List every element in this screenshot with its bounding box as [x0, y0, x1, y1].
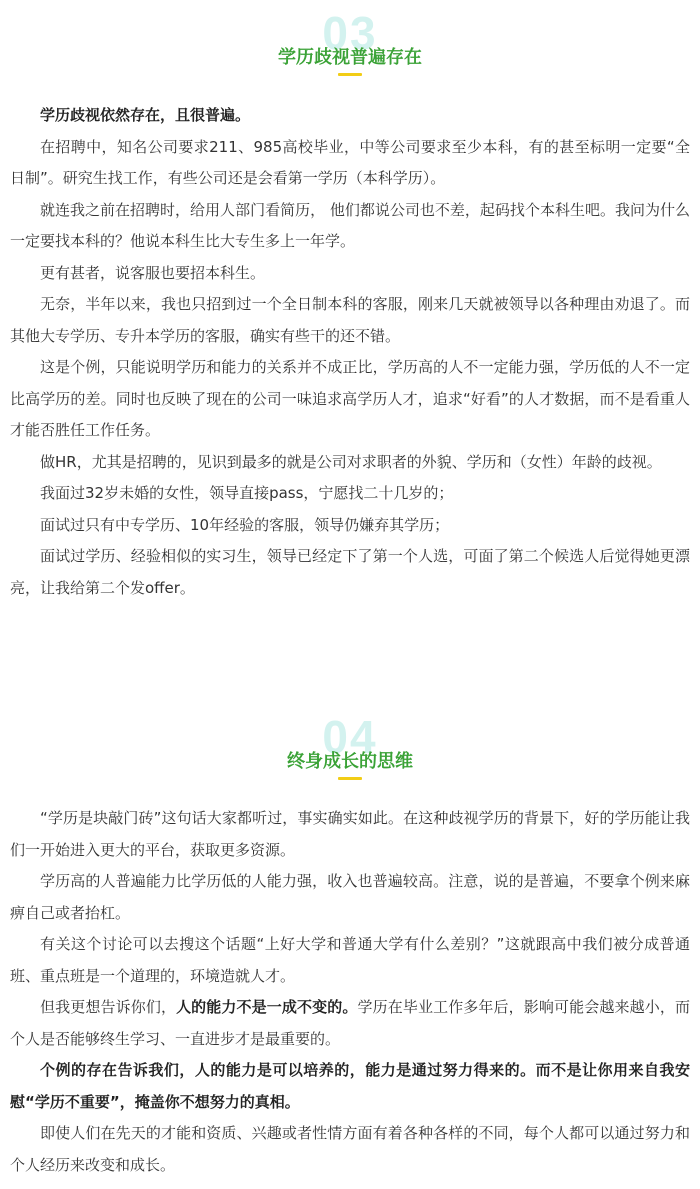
paragraph: 个例的存在告诉我们，人的能力是可以培养的，能力是通过努力得来的。而不是让你用来自我安慰“学历不重要”，掩盖你不想努力的真相。 [10, 1061, 690, 1111]
section-03-header [0, 7, 700, 100]
paragraph: 我面过32岁未婚的女性，领导直接pass，宁愿找二十几岁的； [40, 484, 454, 502]
paragraph-mixed [10, 992, 690, 1055]
paragraph: “学历是块敲门砖”这句话大家都听过，事实确实如此。在这种歧视学历的背景下，好的学历能让我们一开始进入更大的平台，获取更多资源。 [10, 809, 690, 859]
paragraph: 在招聘中，知名公司要求211、985高校毕业，中等公司要求至少本科，有的甚至标明一定要“全日制”。研究生找工作，有些公司还是会看第一学历（本科学历）。 [10, 137, 690, 187]
paragraph: 面试过只有中专学历、10年经验的客服，领导仍嫌弃其学历； [40, 515, 450, 534]
paragraph-bold-phrase: 人的能力不是一成不变的。 [176, 998, 358, 1016]
paragraph: 面试过学历、经验相似的实习生，领导已经定下了第一个人选，可面了第二个候选人后觉得她更漂亮，让我给第二个发offer。 [10, 547, 690, 597]
section-04-title-underline [338, 777, 362, 780]
paragraph-rest: 学历在毕业工作多年后，影响可能会越来越小，而个人是否能够终生学习、一直进步才是最重要的。 [10, 998, 690, 1048]
section-04-body [10, 803, 690, 1181]
section-03-title-underline [338, 73, 362, 76]
section-04-title: 终身成长的思维 [287, 751, 413, 772]
paragraph: 这是个例，只能说明学历和能力的关系并不成正比，学历高的人不一定能力强，学历低的人不一定比高学历的差。同时也反映了现在的公司一味追求高学历人才，追求“好看”的人才数据，而不是看重人才能否胜任工作任务。 [10, 358, 690, 439]
section-03-title: 学历歧视普遍存在 [278, 47, 422, 68]
section-03-body [10, 100, 690, 604]
paragraph: 就连我之前在招聘时，给用人部门看简历， 他们都说公司也不差，起码找个本科生吧。我问为什么一定要找本科的？他说本科生比大专生多上一年学。 [10, 200, 690, 250]
paragraph: 更有甚者，说客服也要招本科生。 [40, 263, 266, 282]
section-03-number: 03 [322, 7, 378, 59]
paragraph: 无奈，半年以来，我也只招到过一个全日制本科的客服，刚来几天就被领导以各种理由劝退了。而其他大专学历、专升本学历的客服，确实有些干的还不错。 [10, 295, 690, 345]
paragraph: 做HR，尤其是招聘的，见识到最多的就是公司对求职者的外貌、学历和（女性）年龄的歧视。 [40, 452, 662, 471]
paragraph: 即使人们在先天的才能和资质、兴趣或者性情方面有着各种各样的不同，每个人都可以通过努力和个人经历来改变和成长。 [10, 1124, 690, 1174]
section-04-number: 04 [322, 711, 378, 763]
paragraph: 学历高的人普遍能力比学历低的人能力强，收入也普遍较高。注意，说的是普遍，不要拿个例来麻痹自己或者抬杠。 [10, 872, 690, 922]
section-04-header [0, 711, 700, 804]
paragraph-lead: 但我更想告诉你们， [40, 998, 177, 1016]
paragraph: 学历歧视依然存在，且很普遍。 [40, 106, 251, 124]
paragraph: 有关这个讨论可以去搜这个话题“上好大学和普通大学有什么差别？”这就跟高中我们被分成普通班、重点班是一个道理的，环境造就人才。 [10, 935, 690, 985]
